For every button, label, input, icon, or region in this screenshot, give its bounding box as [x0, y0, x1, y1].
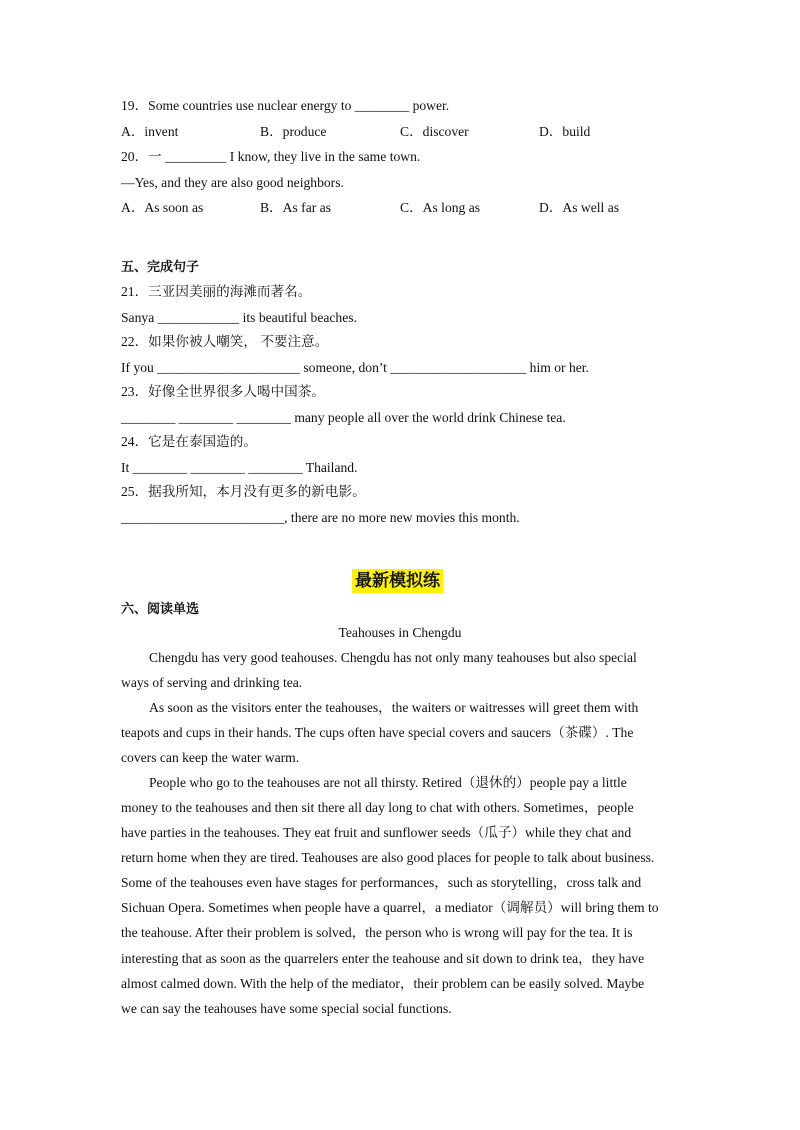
passage-line: People who go to the teahouses are not all thirsty. Retired（退休的）people pay a little	[149, 775, 627, 790]
q24-chinese: 24．它是在泰国造的。	[121, 434, 257, 449]
section-5-heading: 五、完成句子	[121, 260, 200, 275]
passage-line: almost calmed down. With the help of the mediator，their problem can be easily solved. Maybe	[121, 976, 645, 991]
passage-line: Sichuan Opera. Sometimes when people have a quarrel，a mediator（调解员）will bring them to	[121, 900, 659, 915]
q20-option-c: C．As long as	[400, 200, 481, 215]
passage-line: have parties in the teahouses. They eat fruit and sunflower seeds（瓜子）while they chat and	[121, 825, 632, 840]
q22-chinese: 22．如果你被人嘲笑， 不要注意。	[121, 334, 329, 349]
q19-option-c: C．discover	[400, 124, 469, 139]
q20-option-b: B．As far as	[260, 200, 331, 215]
passage-line: money to the teahouses and then sit there all day long to chat with others. Sometimes，people	[121, 800, 634, 815]
q19-option-b: B．produce	[260, 124, 327, 139]
passage-line: the teahouse. After their problem is solved，the person who is wrong will pay for the tea. It is	[121, 925, 633, 940]
passage-line: Some of the teahouses even have stages for performances，such as storytelling，cross talk and	[121, 875, 642, 890]
q24-english: It ________ ________ ________ Thailand.	[121, 460, 358, 475]
q22-english: If you _____________________ someone, don’t ____________________ him or her.	[121, 360, 589, 375]
q21-english: Sanya ____________ its beautiful beaches.	[121, 310, 357, 325]
passage-line: covers can keep the water warm.	[121, 750, 300, 765]
q20-option-d: D．As well as	[539, 200, 620, 215]
passage-line: ways of serving and drinking tea.	[121, 675, 303, 690]
passage-line: we can say the teahouses have some special social functions.	[121, 1001, 452, 1016]
q23-english: ________ ________ ________ many people all over the world drink Chinese tea.	[121, 410, 566, 425]
question-20-stem: 20．一 _________ I know, they live in the same town.	[121, 149, 421, 164]
q19-option-a: A．invent	[121, 124, 179, 139]
passage-line: Chengdu has very good teahouses. Chengdu has not only many teahouses but also special	[149, 650, 637, 665]
passage-line: teapots and cups in their hands. The cups often have special covers and saucers（茶碟）. The	[121, 725, 634, 740]
question-20-reply: —Yes, and they are also good neighbors.	[121, 175, 344, 190]
passage-line: interesting that as soon as the quarrelers enter the teahouse and sit down to drink tea，they have	[121, 951, 645, 966]
passage-title: Teahouses in Chengdu	[338, 625, 462, 640]
question-19-stem: 19．Some countries use nuclear energy to ________ power.	[121, 98, 450, 113]
passage-line: As soon as the visitors enter the teahouses，the waiters or waitresses will greet them with	[149, 700, 639, 715]
q25-chinese: 25．据我所知，本月没有更多的新电影。	[121, 484, 366, 499]
q20-option-a: A．As soon as	[121, 200, 204, 215]
practice-banner: 最新模拟练	[352, 569, 443, 593]
q19-option-d: D．build	[539, 124, 591, 139]
q23-chinese: 23．好像全世界很多人喝中国茶。	[121, 384, 325, 399]
q25-english: ________________________, there are no more new movies this month.	[121, 510, 520, 525]
q21-chinese: 21．三亚因美丽的海滩而著名。	[121, 284, 312, 299]
section-6-heading: 六、阅读单选	[121, 602, 200, 617]
passage-line: return home when they are tired. Teahouses are also good places for people to talk about business.	[121, 850, 655, 865]
